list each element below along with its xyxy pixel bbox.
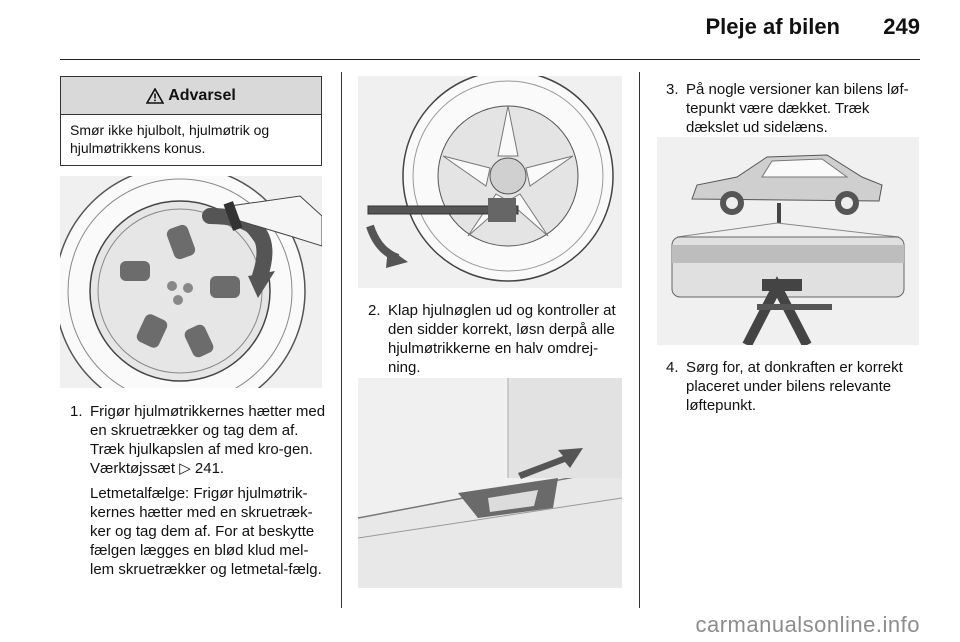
figure-jack-position — [657, 137, 919, 345]
watermark: carmanualsonline.info — [695, 612, 920, 637]
header-rule — [60, 59, 920, 60]
step-4-text: Sørg for, at donkraften er korrekt placeret under bilens relevante løftepunkt. — [686, 359, 903, 414]
page-reference: 241. — [194, 460, 225, 477]
step-number: 4. — [666, 359, 679, 376]
step-number: 2. — [368, 302, 381, 319]
warning-box — [60, 76, 322, 166]
step-2 — [368, 301, 626, 381]
page-number: 249 — [883, 14, 920, 39]
page-reference-icon: ▷ — [179, 460, 191, 477]
step-text — [90, 402, 326, 579]
column-divider-1 — [341, 72, 342, 608]
figure-lifting-point-cover — [358, 378, 622, 588]
page-title: Pleje af bilen — [705, 14, 840, 39]
warning-triangle-icon — [146, 88, 164, 104]
step-2-text: Klap hjulnøglen ud og kontroller at den sidder korrekt, løsn derpå alle hjulmøtrikkerne en halv omdrej-ning. — [388, 302, 616, 376]
step-3-text: På nogle versioner kan bilens løf-tepunkt være dækket. Træk dækslet ud sidelæns. — [686, 81, 909, 136]
step-1 — [70, 402, 326, 592]
step-3 — [666, 80, 922, 140]
step-number: 3. — [666, 81, 679, 98]
column-divider-2 — [639, 72, 640, 608]
warning-header — [61, 77, 321, 115]
step-number: 1. — [70, 403, 83, 420]
step-1-note: Letmetalfælge: Frigør hjulmøtrik-kernes hætter med en skruetræk-ker og tag dem af. For at beskytte fælgen lægges en blød klud mel-lem skruetrækker og letmetal-fælg. — [90, 485, 322, 578]
warning-title: Advarsel — [168, 86, 236, 104]
figure-hubcap-removal — [60, 176, 322, 388]
warning-text: Smør ikke hjulbolt, hjulmøtrik og hjulmøtrikkens konus. — [70, 122, 270, 156]
step-4 — [666, 358, 922, 418]
figure-wheel-wrench — [358, 76, 622, 288]
step-1-text: Frigør hjulmøtrikkernes hætter med en skruetrækker og tag dem af. Træk hjulkapslen af med kro-gen. Værktøjssæt — [90, 403, 326, 477]
